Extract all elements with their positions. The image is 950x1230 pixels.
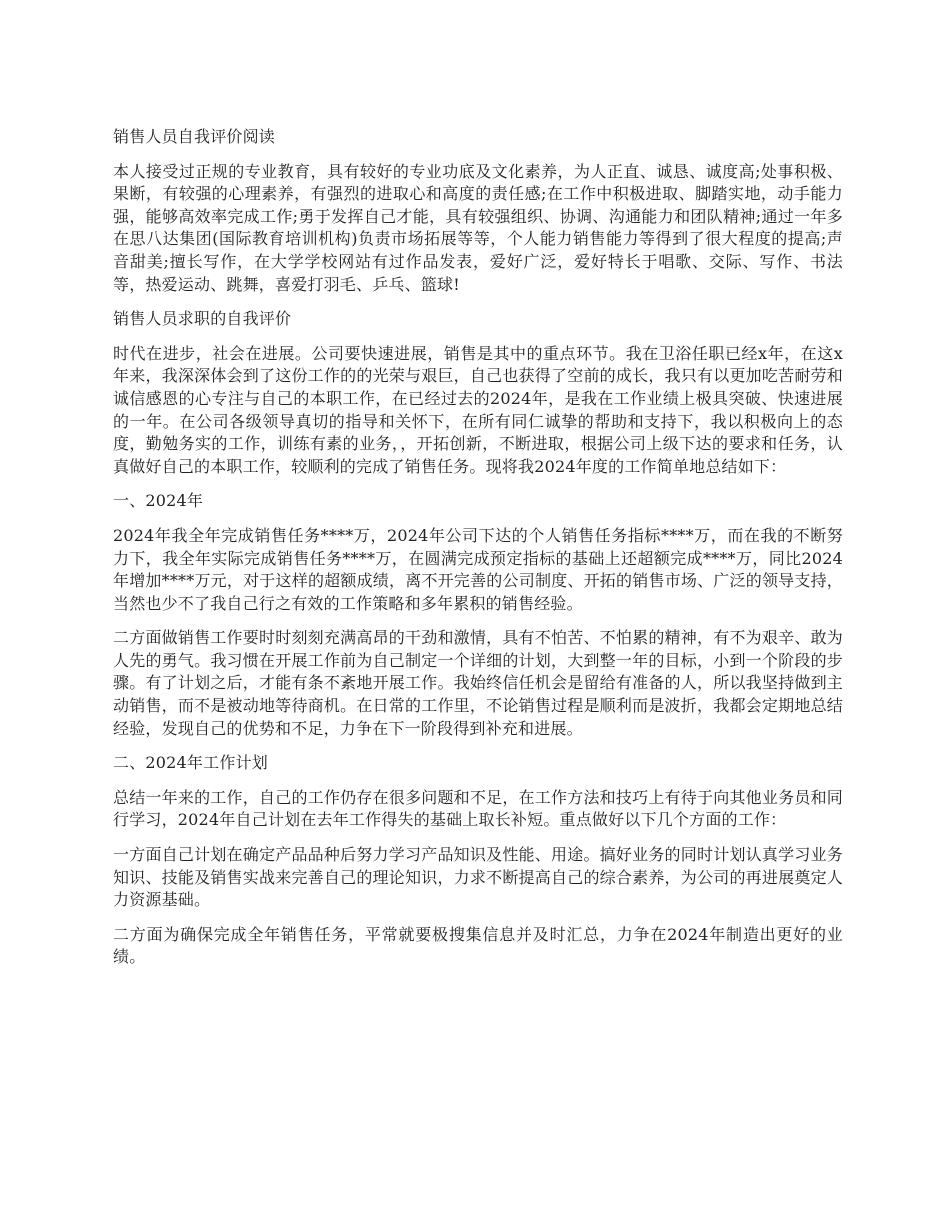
section-heading: 二、2024年工作计划 (113, 753, 268, 773)
document-title: 销售人员自我评价阅读 (113, 127, 276, 146)
paragraph: 二方面为确保完成全年销售任务，平常就要极搜集信息并及时汇总，力争在2024年制造出更好的业绩。 (113, 924, 843, 967)
paragraph: 一方面自己计划在确定产品品种后努力学习产品知识及性能、用途。搞好业务的同时计划认真学习业务知识、技能及销售实战来完善自己的理论知识，力求不断提高自己的综合素养，为公司的再进展奠定人力资源基础。 (113, 845, 843, 910)
paragraph: 本人接受过正规的专业教育，具有较好的专业功底及文化素养，为人正直、诚恳、诚度高;处事积极、果断，有较强的心理素养，有强烈的进取心和高度的责任感;在工作中积极进取、脚踏实地，动手能力强，能够高效率完成工作;勇于发挥自己才能，具有较强组织、协调、沟通能力和团队精神;通过一年多在思八达集团(国际教育培训机构)负责市场拓展等等，个人能力销售能力等得到了很大程度的提高;声音甜美;擅长写作，在大学学校网站有过作品发表，爱好广泛，爱好特长于唱歌、交际、写作、书法等，热爱运动、跳舞，喜爱打羽毛、乒乓、篮球! (113, 161, 843, 294)
paragraph: 2024年我全年完成销售任务****万，2024年公司下达的个人销售任务指标****万，而在我的不断努力下，我全年实际完成销售任务****万，在圆满完成预定指标的基础上还超额完成****万，同比2024年增加****万元，对于这样的超额成绩，离不开完善的公司制度、开拓的销售市场、广泛的领导支持，当然也少不了我自己行之有效的工作策略和多年累积的销售经验。 (113, 525, 843, 613)
paragraph: 总结一年来的工作，自己的工作仍存在很多问题和不足，在工作方法和技巧上有待于向其他业务员和同行学习，2024年自己计划在去年工作得失的基础上取长补短。重点做好以下几个方面的工作： (113, 787, 843, 830)
document-body (113, 126, 843, 981)
paragraph: 二方面做销售工作要时时刻刻充满高昂的干劲和激情，具有不怕苦、不怕累的精神，有不为艰辛、敢为人先的勇气。我习惯在开展工作前为自己制定一个详细的计划，大到整一年的目标，小到一个阶段的步骤。有了计划之后，才能有条不紊地开展工作。我始终信任机会是留给有准备的人，所以我坚持做到主动销售，而不是被动地等待商机。在日常的工作里，不论销售过程是顺利而是波折，我都会定期地总结经验，发现自己的优势和不足，力争在下一阶段得到补充和进展。 (113, 628, 843, 738)
section-heading: 一、2024年 (113, 491, 204, 511)
section-heading: 销售人员求职的自我评价 (113, 309, 292, 329)
paragraph: 时代在进步，社会在进展。公司要快速进展，销售是其中的重点环节。我在卫浴任职已经x年，在这x年来，我深深体会到了这份工作的的光荣与艰巨，自己也获得了空前的成长，我只有以更加吃苦耐劳和诚信感恩的心专注与自己的本职工作，在已经过去的2024年，是我在工作业绩上极具突破、快速进展的一年。在公司各级领导真切的指导和关怀下，在所有同仁诚挚的帮助和支持下，我以积极向上的态度，勤勉务实的工作，训练有素的业务，，开拓创新，不断进取，根据公司上级下达的要求和任务，认真做好自己的本职工作，较顺利的完成了销售任务。现将我2024年度的工作简单地总结如下： (113, 343, 843, 476)
